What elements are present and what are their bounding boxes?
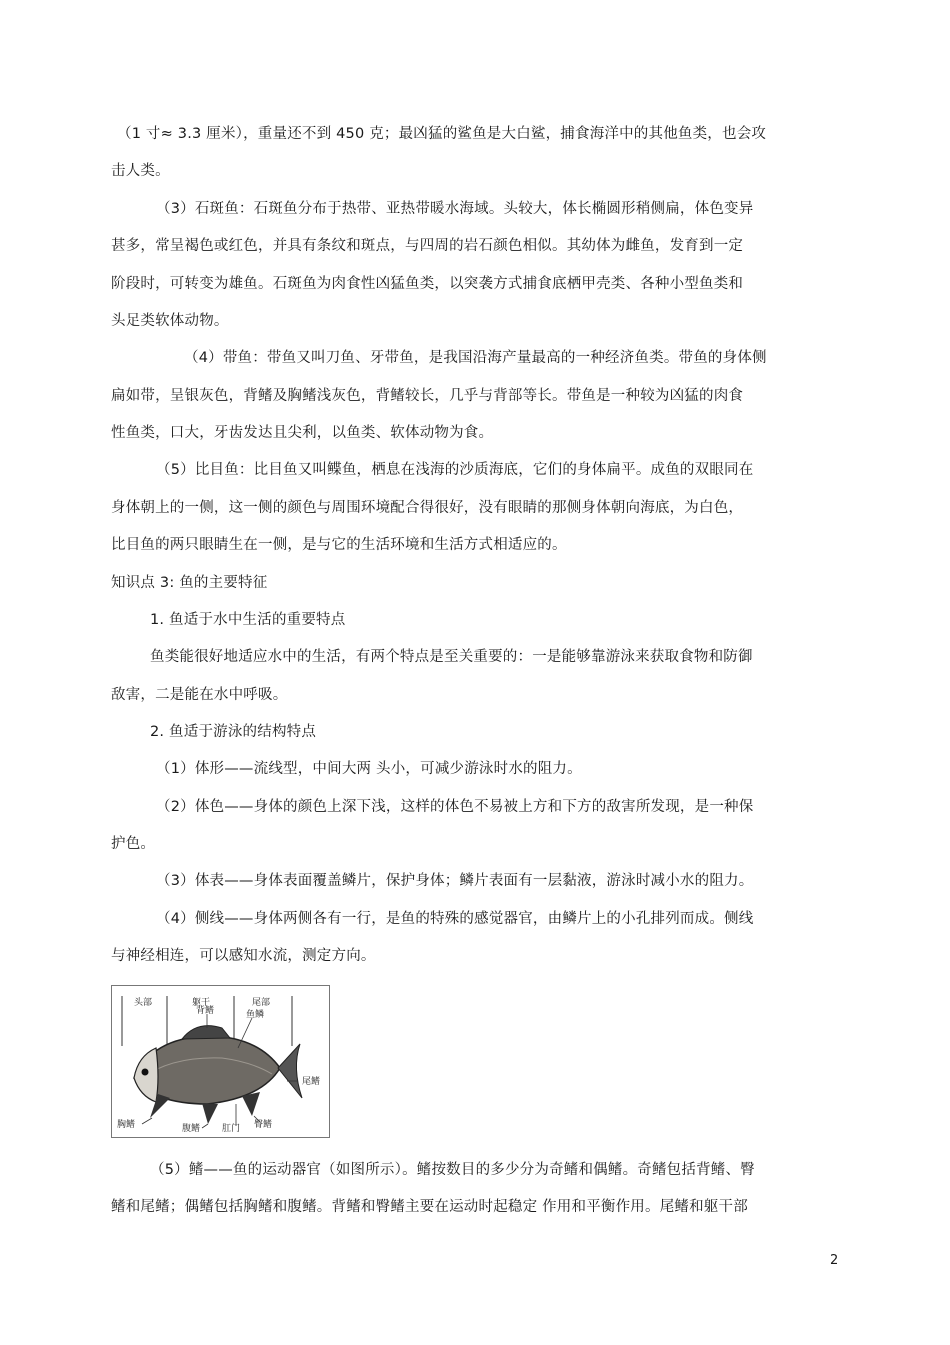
label-head: 头部 xyxy=(134,998,153,1008)
text-line: 甚多，常呈褐色或红色，并具有条纹和斑点，与四周的岩石颜色相似。其幼体为雌鱼，发育到一定 xyxy=(111,238,744,254)
label-dorsal-fin: 背鳍 xyxy=(196,1006,215,1016)
fish-diagram xyxy=(111,985,330,1138)
label-anus: 肛门 xyxy=(222,1124,241,1134)
text-line: 击人类。 xyxy=(111,163,170,179)
text-line: 鳍和尾鳍；偶鳍包括胸鳍和腹鳍。背鳍和臀鳍主要在运动时起稳定 作用和平衡作用。尾鳍和躯干部 xyxy=(111,1199,748,1215)
subheading: 2. 鱼适于游泳的结构特点 xyxy=(150,724,317,740)
text-line: （1）体形——流线型，中间大两 头小，可减少游泳时水的阻力。 xyxy=(156,761,582,777)
label-trunk: 躯干 xyxy=(192,998,211,1008)
text-line: 护色。 xyxy=(111,836,156,852)
subheading: 1. 鱼适于水中生活的重要特点 xyxy=(150,612,346,628)
label-tail: 尾部 xyxy=(252,998,271,1008)
label-caudal-fin: 尾鳍 xyxy=(302,1077,321,1087)
text-line: （4）侧线——身体两侧各有一行，是鱼的特殊的感觉器官，由鳞片上的小孔排列而成。侧线 xyxy=(156,911,754,927)
text-line: （3）体表——身体表面覆盖鳞片，保护身体；鳞片表面有一层黏液，游泳时减小水的阻力。 xyxy=(156,873,754,889)
label-scales: 鱼鳞 xyxy=(246,1010,265,1020)
text-line: 与神经相连，可以感知水流，测定方向。 xyxy=(111,948,376,964)
text-line: 性鱼类，口大，牙齿发达且尖利，以鱼类、软体动物为食。 xyxy=(111,425,494,441)
text-line: （3）石斑鱼：石斑鱼分布于热带、亚热带暖水海域。头较大，体长椭圆形稍侧扁，体色变异 xyxy=(156,201,754,217)
text-line: 鱼类能很好地适应水中的生活，有两个特点是至关重要的：一是能够靠游泳来获取食物和防御 xyxy=(150,649,753,665)
page-number: 2 xyxy=(830,1253,839,1268)
text-line: （2）体色——身体的颜色上深下浅，这样的体色不易被上方和下方的敌害所发现，是一种保 xyxy=(156,799,754,815)
text-line: （4）带鱼：带鱼又叫刀鱼、牙带鱼，是我国沿海产量最高的一种经济鱼类。带鱼的身体侧 xyxy=(184,350,767,366)
text-line: 比目鱼的两只眼睛生在一侧，是与它的生活环境和生活方式相适应的。 xyxy=(111,537,567,553)
text-line: 扁如带，呈银灰色，背鳍及胸鳍浅灰色，背鳍较长，几乎与背部等长。带鱼是一种较为凶猛的肉食 xyxy=(111,388,744,404)
fish-illustration xyxy=(112,986,331,1139)
text-line: （1 寸≈ 3.3 厘米），重量还不到 450 克；最凶猛的鲨鱼是大白鲨，捕食海洋中的其他鱼类，也会攻 xyxy=(117,126,767,142)
label-pectoral-fin: 胸鳍 xyxy=(117,1120,136,1130)
text-line: 敌害，二是能在水中呼吸。 xyxy=(111,687,288,703)
text-line: （5）鳍——鱼的运动器官（如图所示）。鳍按数目的多少分为奇鳍和偶鳍。奇鳍包括背鳍、臀 xyxy=(150,1162,755,1178)
text-line: 阶段时，可转变为雄鱼。石斑鱼为肉食性凶猛鱼类，以突袭方式捕食底栖甲壳类、各种小型鱼类和 xyxy=(111,276,744,292)
text-line: 身体朝上的一侧，这一侧的颜色与周围环境配合得很好，没有眼睛的那侧身体朝向海底，为白色， xyxy=(111,500,744,516)
text-line: 头足类软体动物。 xyxy=(111,313,229,329)
text-line: （5）比目鱼：比目鱼又叫鲽鱼，栖息在浅海的沙质海底，它们的身体扁平。成鱼的双眼同在 xyxy=(156,462,754,478)
label-anal-fin: 臀鳍 xyxy=(254,1120,273,1130)
label-pelvic-fin: 腹鳍 xyxy=(182,1124,201,1134)
section-heading: 知识点 3: 鱼的主要特征 xyxy=(111,575,268,591)
